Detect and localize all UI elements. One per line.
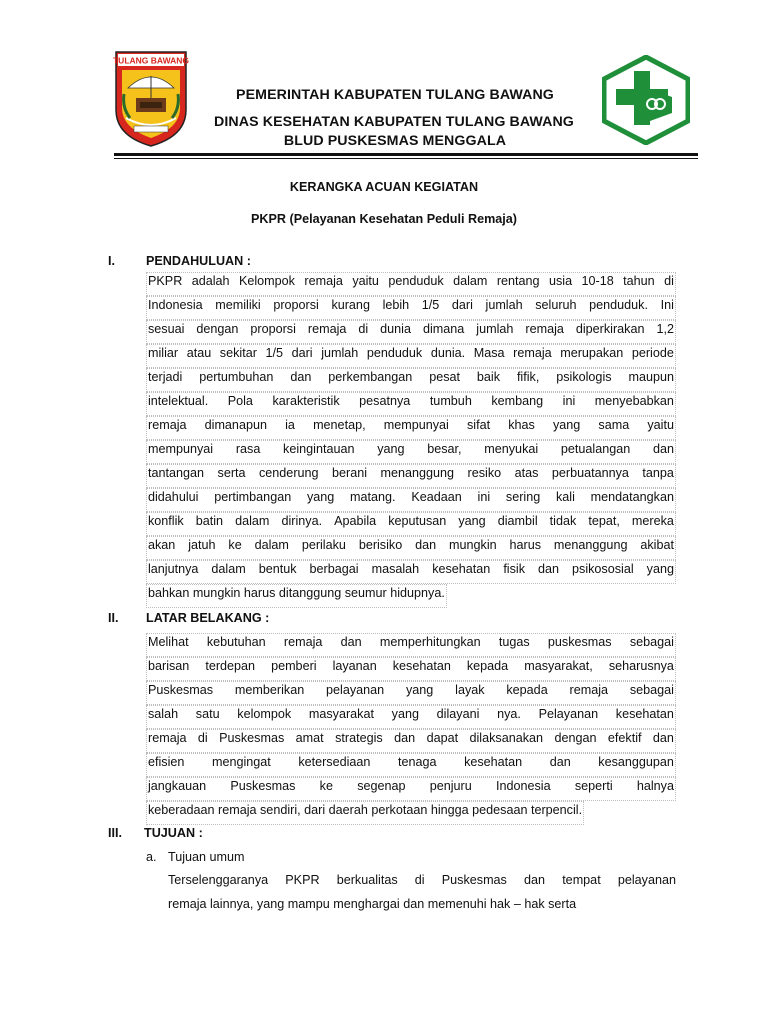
paragraph-line: didahului pertimbangan yang matang. Keadaan ini sering kali mendatangkan — [146, 488, 676, 512]
section-number: II. — [108, 611, 119, 625]
paragraph-line: mempunyai rasa keingintauan yang besar, menyukai petualangan dan — [146, 440, 676, 464]
paragraph-line: Terselenggaranya PKPR berkualitas di Puskesmas dan tempat pelayanan — [168, 873, 676, 887]
paragraph-line: PKPR adalah Kelompok remaja yaitu penduduk dalam rentang usia 10-18 tahun di — [146, 272, 676, 296]
section-paragraph — [146, 633, 676, 825]
paragraph-line: remaja lainnya, yang mampu menghargai dan memenuhi hak – hak serta — [168, 897, 577, 911]
header-puskesmas-line: BLUD PUSKESMAS MENGGALA — [283, 133, 507, 149]
puskesmas-logo — [602, 55, 690, 145]
paragraph-line: tantangan serta cenderung berani menanggung resiko atas perbuatannya tanpa — [146, 464, 676, 488]
subsection-heading: Tujuan umum — [168, 850, 245, 864]
section-heading: TUJUAN : — [144, 826, 203, 840]
section-number: III. — [108, 826, 122, 840]
subsection-label: a. — [146, 850, 157, 864]
paragraph-line: efisien mengingat ketersediaan tenaga kesehatan dan kesanggupan — [146, 753, 676, 777]
header-divider-thick — [114, 153, 698, 156]
paragraph-line: miliar atau sekitar 1/5 dari jumlah penduduk dunia. Masa remaja merupakan periode — [146, 344, 676, 368]
section-paragraph — [168, 872, 676, 920]
header-health-office-line: DINAS KESEHATAN KABUPATEN TULANG BAWANG — [214, 114, 574, 130]
paragraph-line: sesuai dengan proporsi remaja di dunia dimana jumlah remaja diperkirakan 1,2 — [146, 320, 676, 344]
paragraph-line: jangkauan Puskesmas ke segenap penjuru Indonesia seperti halnya — [146, 777, 676, 801]
paragraph-line: remaja di Puskesmas amat strategis dan dapat dilaksanakan dengan efektif dan — [146, 729, 676, 753]
paragraph-line: konflik batin dalam dirinya. Apabila keputusan yang diambil tidak tepat, mereka — [146, 512, 676, 536]
section-number: I. — [108, 254, 115, 268]
document-subtitle: PKPR (Pelayanan Kesehatan Peduli Remaja) — [251, 212, 517, 226]
paragraph-line: Puskesmas memberikan pelayanan yang layak kepada remaja sebagai — [146, 681, 676, 705]
paragraph-line: terjadi pertumbuhan dan perkembangan pesat baik fifik, psikologis maupun — [146, 368, 676, 392]
paragraph-line: salah satu kelompok masyarakat yang dilayani nya. Pelayanan kesehatan — [146, 705, 676, 729]
paragraph-line: keberadaan remaja sendiri, dari daerah perkotaan hingga pedesaan terpencil. — [146, 801, 584, 825]
header-government-line: PEMERINTAH KABUPATEN TULANG BAWANG — [236, 87, 554, 103]
paragraph-line: bahkan mungkin harus ditanggung seumur hidupnya. — [146, 584, 447, 608]
paragraph-line: Indonesia memiliki proporsi kurang lebih 1/5 dari jumlah seluruh penduduk. Ini — [146, 296, 676, 320]
tulang-bawang-seal-logo — [112, 48, 190, 148]
paragraph-line: Melihat kebutuhan remaja dan memperhitungkan tugas puskesmas sebagai — [146, 633, 676, 657]
document-title: KERANGKA ACUAN KEGIATAN — [289, 180, 479, 194]
paragraph-line: lanjutnya dalam bentuk berbagai masalah kesehatan fisik dan psikososial yang — [146, 560, 676, 584]
header-divider-thin — [114, 158, 698, 159]
paragraph-line: intelektual. Pola karakteristik pesatnya tumbuh kembang ini menyebabkan — [146, 392, 676, 416]
paragraph-line: remaja dimanapun ia menetap, mempunyai sifat khas yang sama yaitu — [146, 416, 676, 440]
section-heading: LATAR BELAKANG : — [146, 611, 270, 625]
paragraph-line: barisan terdepan pemberi layanan kesehatan kepada masyarakat, seharusnya — [146, 657, 676, 681]
section-paragraph — [146, 272, 676, 608]
paragraph-line: akan jatuh ke dalam perilaku berisiko dan mungkin harus menanggung akibat — [146, 536, 676, 560]
seal-banner-text: TULANG BAWANG — [112, 55, 190, 66]
section-heading: PENDAHULUAN : — [146, 254, 251, 268]
